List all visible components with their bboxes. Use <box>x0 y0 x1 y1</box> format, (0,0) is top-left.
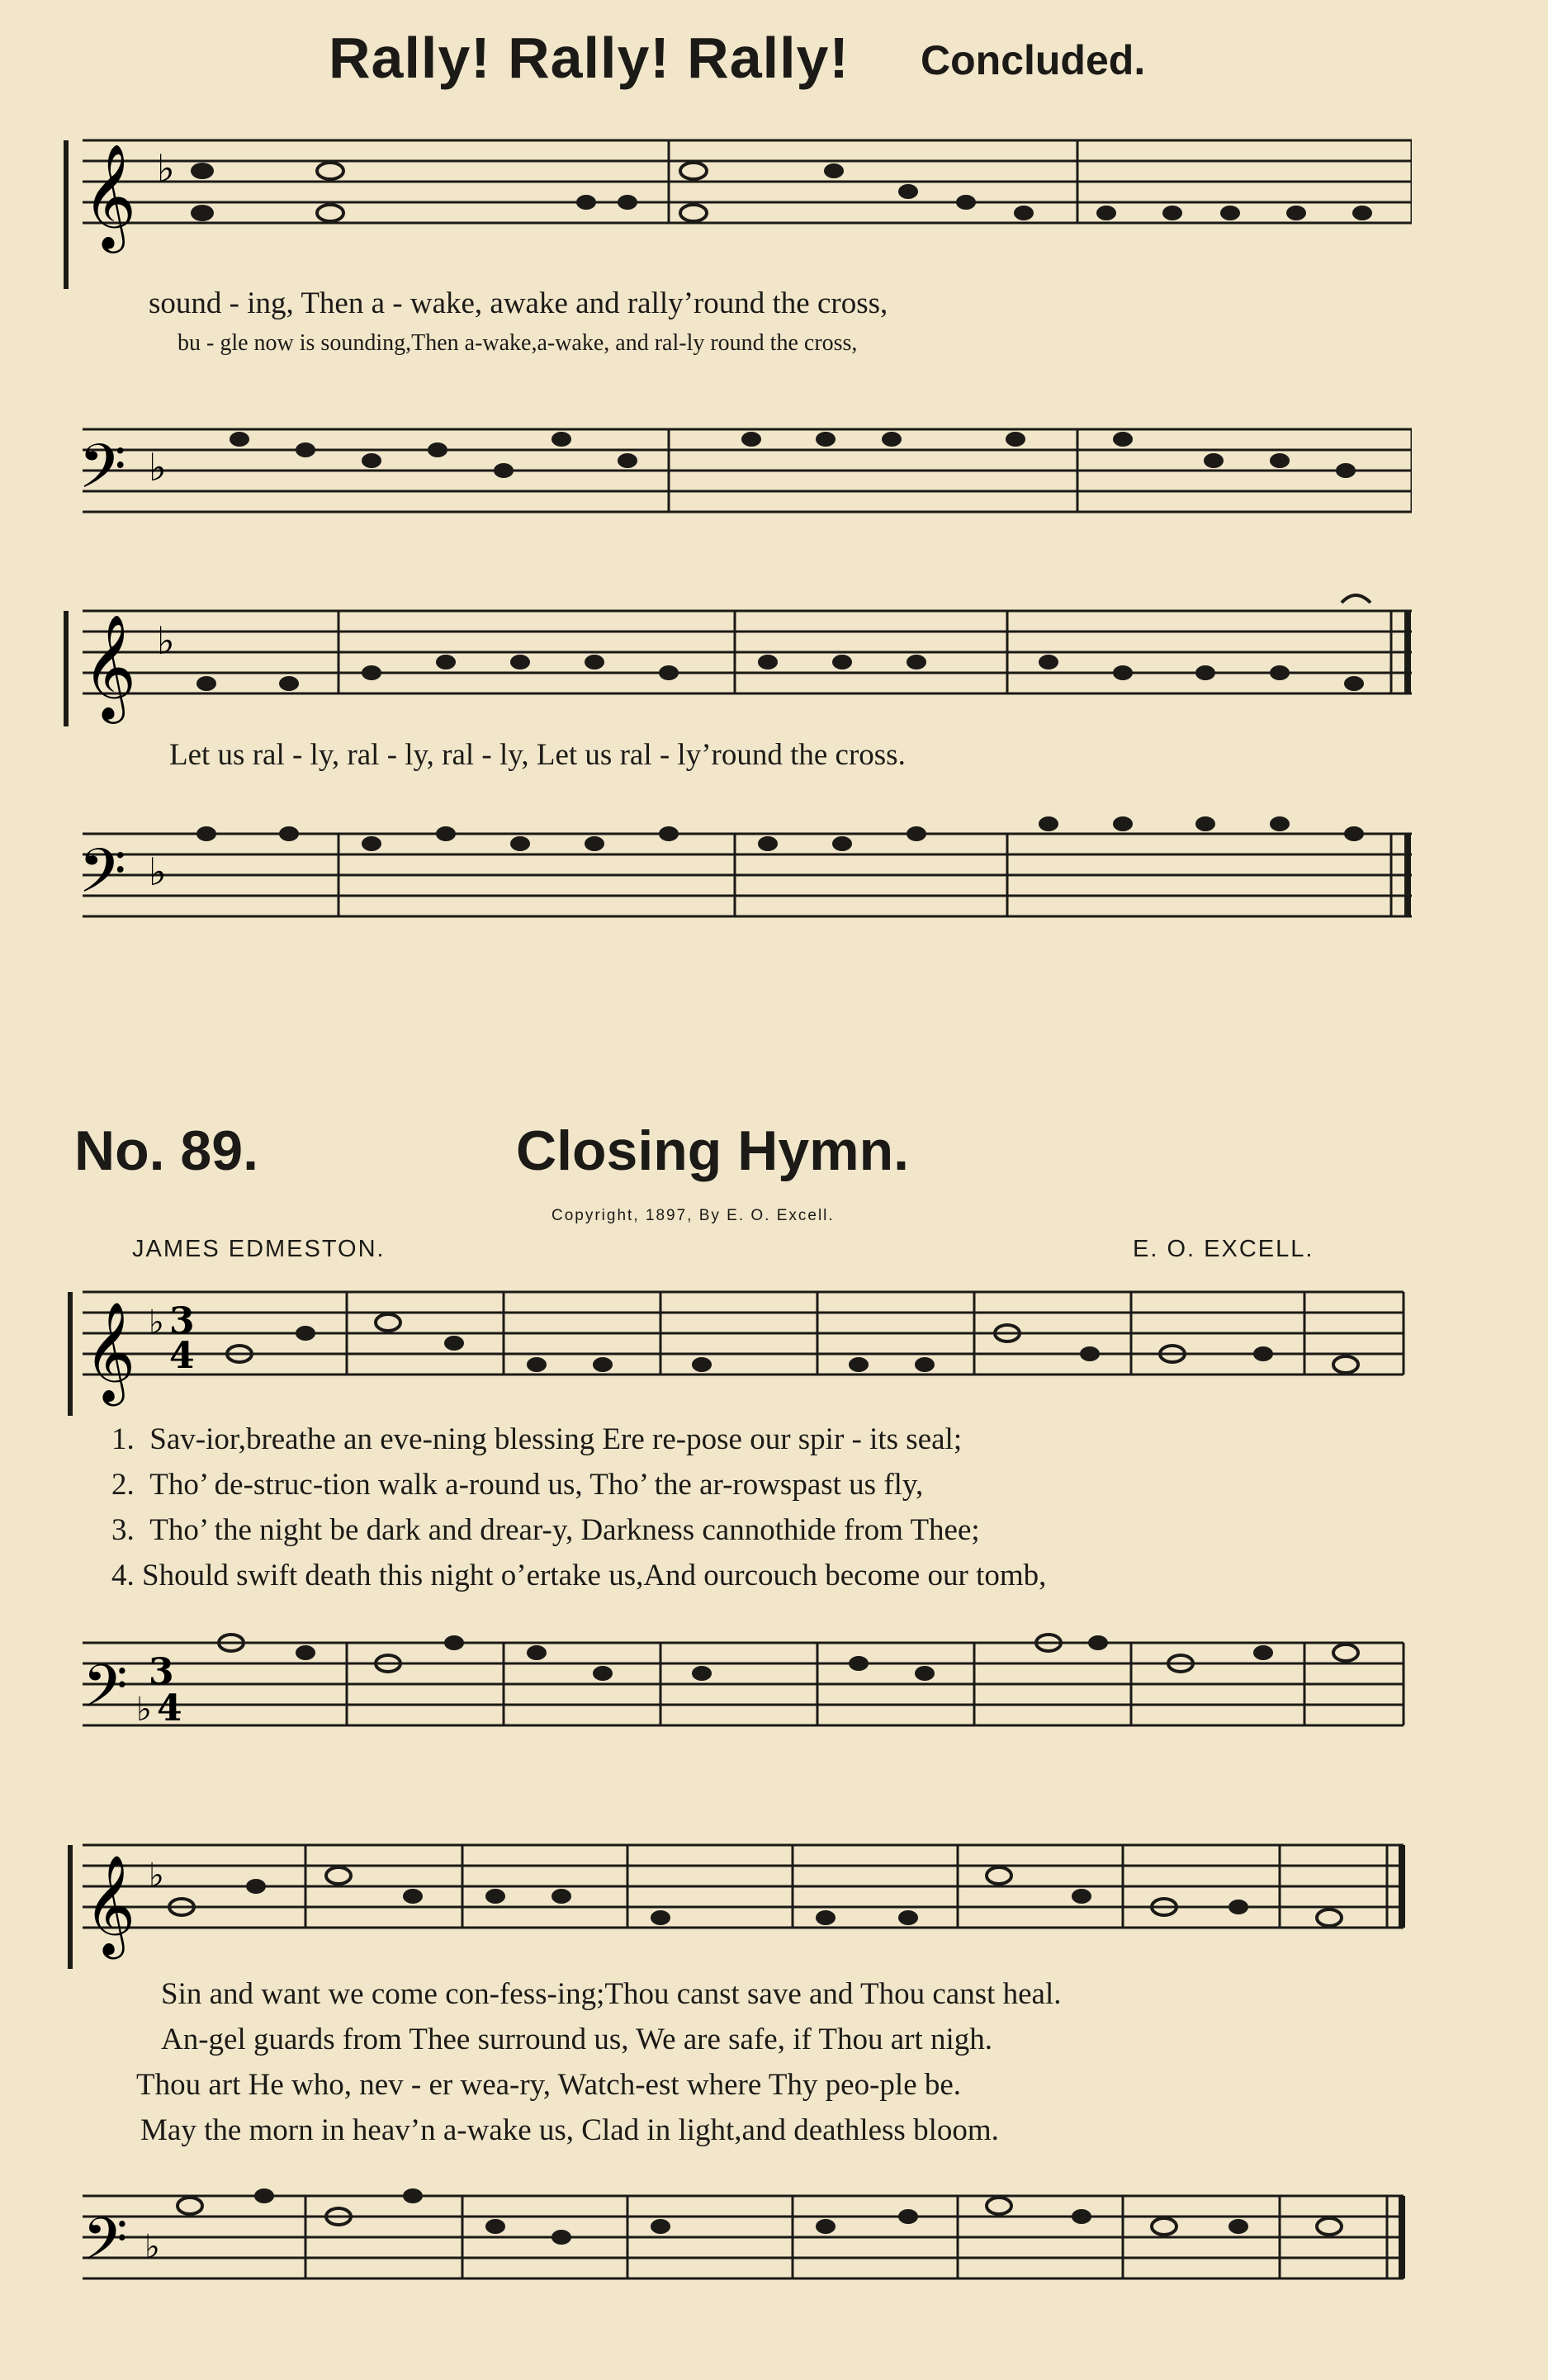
verse-1-line2: Sin and want we come con-fess-ing;Thou canst save and Thou canst heal. <box>161 1977 1062 2011</box>
verse-4-line1: 4. Should swift death this night o’ertake us,And ourcouch become our tomb, <box>111 1559 1047 1592</box>
treble-clef-icon: 𝄞 <box>83 143 137 248</box>
hymn-system1-bass-staff <box>66 1610 1412 1775</box>
song-subtitle: Concluded. <box>921 37 1146 83</box>
rally-lyric-line1: sound - ing, Then a - wake, awake and rally’round the cross, <box>149 286 888 320</box>
hymn-system2-treble-staff <box>66 1829 1412 1969</box>
verse-2-line2: An-gel guards from Thee surround us, We are safe, if Thou art nigh. <box>161 2023 993 2056</box>
rally-lyric-line2: bu - gle now is sounding,Then a-wake,a-wake, and ral-ly round the cross, <box>178 330 858 356</box>
verse-1-line1: 1. Sav-ior,breathe an eve-ning blessing Ere re-pose our spir - its seal; <box>111 1422 963 1456</box>
hymn-system1-treble-staff <box>66 1275 1412 1416</box>
svg-text:♭: ♭ <box>149 849 167 894</box>
verse-2-line1: 2. Tho’ de-struc-tion walk a-round us, Tho’ the ar-rowspast us fly, <box>111 1468 924 1502</box>
composer-credit: E. O. EXCELL. <box>1133 1236 1314 1262</box>
rally-system2-treble-staff <box>58 578 1412 726</box>
svg-text:𝄢: 𝄢 <box>83 1653 128 1734</box>
verse-4-line2: May the morn in heav’n a-wake us, Clad in light,and deathless bloom. <box>140 2113 999 2147</box>
svg-text:𝄞: 𝄞 <box>84 1301 136 1402</box>
svg-text:♭: ♭ <box>149 1304 164 1341</box>
bass-clef-icon: 𝄢 <box>78 431 126 518</box>
svg-text:𝄢: 𝄢 <box>78 835 126 922</box>
hymn-title: Closing Hymn. <box>516 1119 910 1182</box>
svg-text:4: 4 <box>157 1687 182 1729</box>
svg-text:♭: ♭ <box>136 1691 152 1729</box>
svg-text:♭: ♭ <box>149 445 167 490</box>
hymn-system2-bass-staff <box>66 2163 1412 2328</box>
svg-text:𝄞: 𝄞 <box>83 613 137 719</box>
svg-text:♭: ♭ <box>144 2228 160 2266</box>
svg-text:3: 3 <box>149 1651 174 1693</box>
rally-system1-bass-staff <box>58 371 1412 537</box>
time-sig-top: 3 <box>169 1300 195 1342</box>
verse-3-line2: Thou art He who, nev - er wea-ry, Watch-est where Thy peo-ple be. <box>136 2068 962 2102</box>
time-sig-bottom: 4 <box>169 1335 195 1377</box>
lyricist-credit: JAMES EDMESTON. <box>132 1236 386 1262</box>
verse-3-line1: 3. Tho’ the night be dark and drear-y, Darkness cannothide from Thee; <box>111 1513 980 1547</box>
rally-system1-treble-staff <box>58 124 1412 289</box>
fermata-icon <box>1342 595 1370 603</box>
svg-text:𝄢: 𝄢 <box>83 2206 128 2288</box>
svg-text:𝄞: 𝄞 <box>84 1854 136 1955</box>
hymn-number: No. 89. <box>74 1119 258 1182</box>
svg-text:♭: ♭ <box>157 618 175 663</box>
rally-lyric-line3: Let us ral - ly, ral - ly, ral - ly, Let us ral - ly’round the cross. <box>169 738 906 772</box>
copyright-line: Copyright, 1897, By E. O. Excell. <box>552 1207 835 1224</box>
svg-text:♭: ♭ <box>157 146 175 191</box>
svg-text:♭: ♭ <box>149 1857 164 1895</box>
rally-system2-bass-staff <box>58 784 1412 949</box>
song-title: Rally! Rally! Rally! <box>329 26 850 90</box>
